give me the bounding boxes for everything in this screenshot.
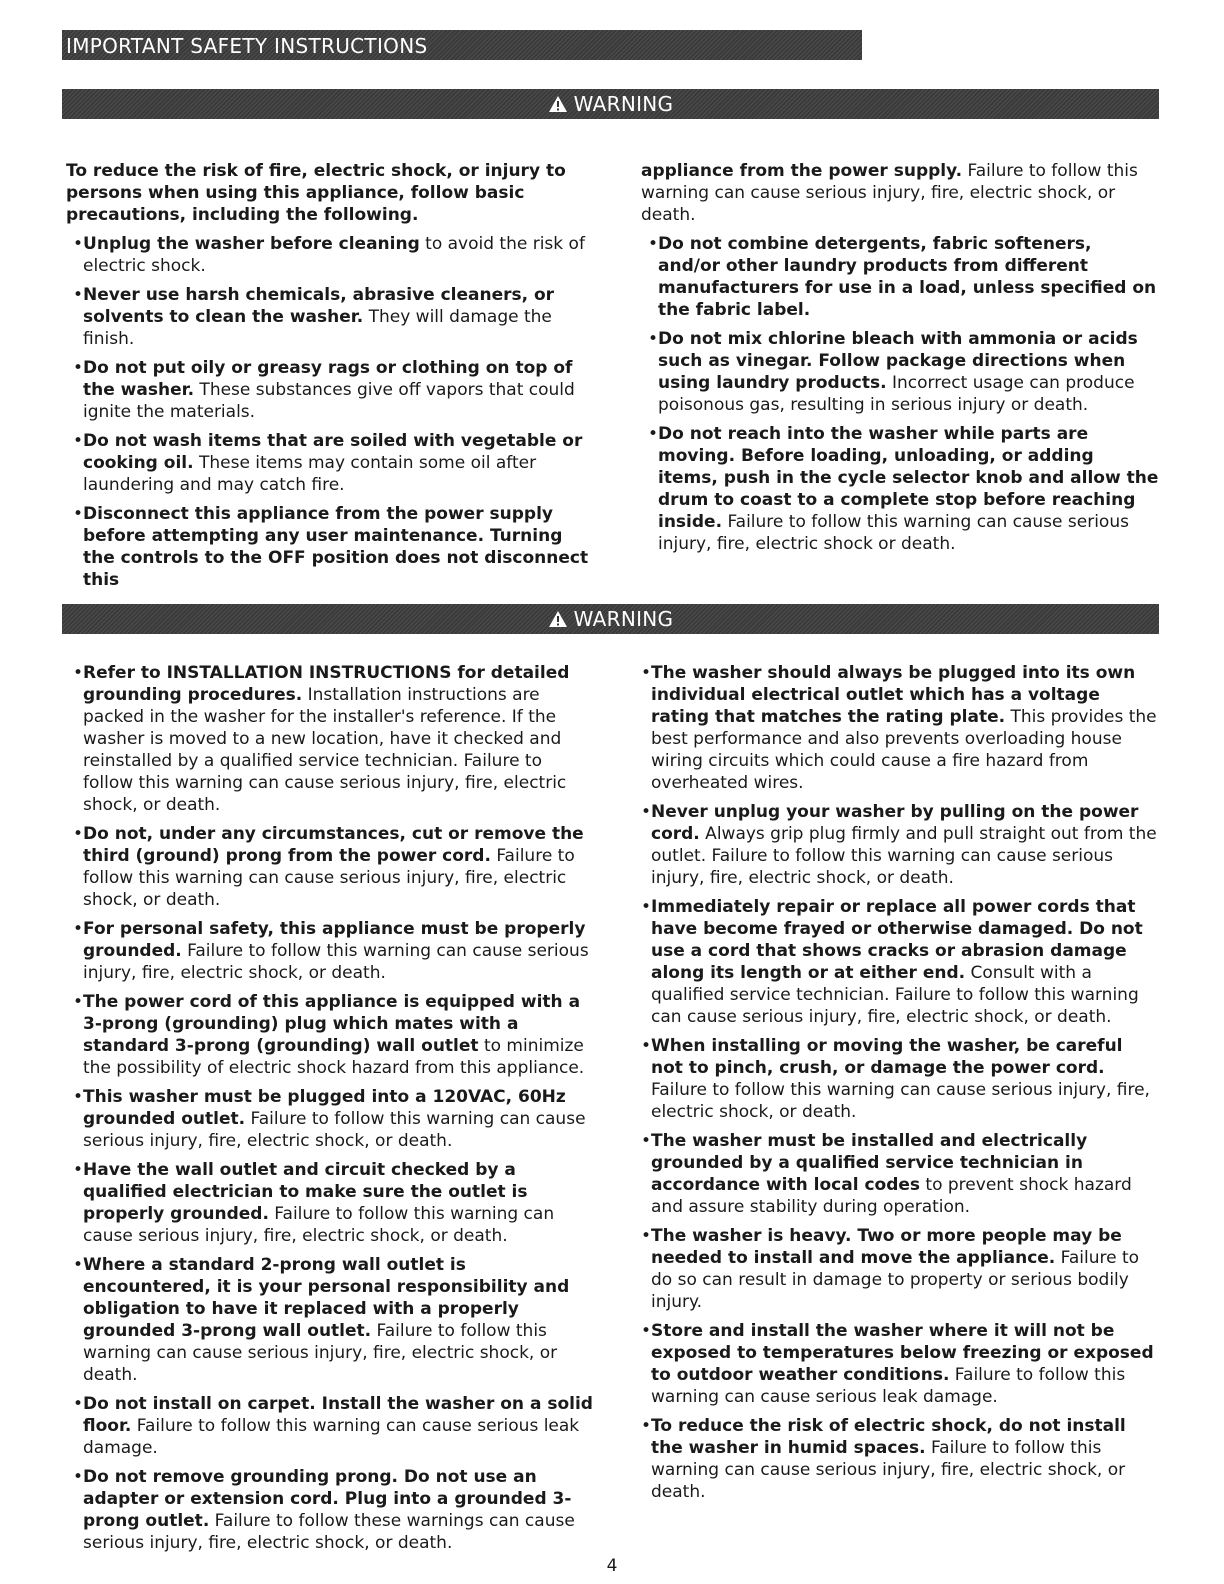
item-text: Consult with a qualified service technician. Failure to follow this warning can cause serious injury, fire, electric shock, or death. — [651, 963, 1139, 1027]
item-bold: Do not, under any circumstances, cut or remove the third (ground) prong from the power cord. — [83, 824, 584, 866]
warning-intro: To reduce the risk of fire, electric shock, or injury to persons when using this appliance, follow basic precautions, including the following. — [66, 161, 566, 225]
item-text: Failure to follow this warning can cause serious injury, fire, electric shock, or death. — [641, 161, 1138, 225]
item-bold: The washer must be installed and electrically grounded by a qualified service technician in accordance with local codes — [651, 1131, 1088, 1195]
item-bold: Never unplug your washer by pulling on the power cord. — [651, 802, 1139, 844]
item-bold: The washer should always be plugged into its own individual electrical outlet which has a voltage rating that matches the rating plate. — [651, 663, 1136, 727]
item-text: Failure to follow this warning can cause serious injury, fire, electric shock, or death. — [83, 1204, 555, 1246]
item-bold: Do not remove grounding prong. Do not use an adapter or extension cord. Plug into a grounded 3-prong outlet. — [83, 1467, 572, 1531]
item-bold: The washer is heavy. Two or more people may be needed to install and move the appliance. — [651, 1226, 1122, 1268]
warning-banner-2 — [62, 604, 1159, 634]
list-item: •Immediately repair or replace all power cords that have become frayed or otherwise damaged. Do not use a cord that shows cracks or abrasion damage along its length or at either end. Consult with a qualified service technician. Failure to follow this warning can cause serious injury, fire, electric shock, or death. — [641, 897, 1143, 1027]
item-text: Failure to follow this warning can cause serious injury, fire, electric shock, or death. — [83, 1109, 586, 1151]
item-bold: Immediately repair or replace all power cords that have become frayed or otherwise damaged. Do not use a cord that shows cracks or abrasion damage along its length or at either end. — [651, 897, 1143, 983]
item-bold: Store and install the washer where it will not be exposed to temperatures below freezing or exposed to outdoor weather conditions. — [651, 1321, 1154, 1385]
item-text: Failure to follow this warning can cause serious leak damage. — [83, 1416, 580, 1458]
list-item: •Do not, under any circumstances, cut or remove the third (ground) prong from the power cord. Failure to follow this warning can cause serious injury, fire, electric shock, or death. — [73, 824, 584, 910]
list-item: •When installing or moving the washer, be careful not to pinch, crush, or damage the power cord. Failure to follow this warning can cause serious injury, fire, electric shock, or death. — [641, 1036, 1150, 1122]
item-bold: appliance from the power supply. — [641, 161, 963, 181]
item-text: Installation instructions are packed in the washer for the installer's reference. If the washer is moved to a new location, have it checked and reinstalled by a qualified service technician. Failure to follow this warning can cause serious injury, fire, electric shock, or death. — [83, 685, 567, 815]
item-bold: Do not wash items that are soiled with vegetable or cooking oil. — [83, 431, 583, 473]
list-item: •Disconnect this appliance from the power supply before attempting any user maintenance. Turning the controls to the OFF position does not disconnect this — [73, 504, 589, 590]
item-bold: Never use harsh chemicals, abrasive cleaners, or solvents to clean the washer. — [83, 285, 555, 327]
item-bold: Where a standard 2-prong wall outlet is encountered, it is your personal responsibility and obligation to have it replaced with a properly grounded 3-prong wall outlet. — [83, 1255, 570, 1341]
item-bold: Do not reach into the washer while parts are moving. Before loading, unloading, or adding items, push in the cycle selector knob and allow the drum to coast to a complete stop before reaching inside. — [658, 424, 1159, 532]
item-text: Failure to follow this warning can cause serious injury, fire, electric shock, or death. — [83, 1321, 558, 1385]
section-title-bar — [62, 30, 862, 60]
item-text: to minimize the possibility of electric shock hazard from this appliance. — [83, 1036, 585, 1078]
list-item: •Never use harsh chemicals, abrasive cleaners, or solvents to clean the washer. They will damage the finish. — [73, 285, 555, 349]
list-item: •Do not reach into the washer while parts are moving. Before loading, unloading, or adding items, push in the cycle selector knob and allow the drum to coast to a complete stop before reaching inside. Failure to follow this warning can cause serious injury, fire, electric shock or death. — [648, 424, 1159, 554]
item-text: to avoid the risk of electric shock. — [83, 234, 585, 276]
item-text: Failure to follow this warning can cause serious injury, fire, electric shock, or death. — [83, 941, 589, 983]
list-item: •Refer to INSTALLATION INSTRUCTIONS for detailed grounding procedures. Installation instructions are packed in the washer for the installer's reference. If the washer is moved to a new location, have it checked and reinstalled by a qualified service technician. Failure to follow this warning can cause serious injury, fire, electric shock, or death. — [73, 663, 570, 815]
item-bold: Do not put oily or greasy rags or clothing on top of the washer. — [83, 358, 573, 400]
item-text: These substances give off vapors that could ignite the materials. — [83, 380, 575, 422]
item-bold: Do not install on carpet. Install the washer on a solid floor. — [83, 1394, 593, 1436]
item-bold: Unplug the washer before cleaning — [83, 234, 420, 254]
item-text: Always grip plug firmly and pull straight out from the outlet. Failure to follow this warning can cause serious injury, fire, electric shock, or death. — [651, 824, 1157, 888]
list-item: •Do not put oily or greasy rags or clothing on top of the washer. These substances give off vapors that could ignite the materials. — [73, 358, 575, 422]
item-text: This provides the best performance and also prevents overloading house wiring circuits which could cause a fire hazard from overheated wires. — [651, 707, 1157, 793]
list-item: •Unplug the washer before cleaning to avoid the risk of electric shock. — [73, 234, 585, 276]
list-item: •The washer should always be plugged into its own individual electrical outlet which has a voltage rating that matches the rating plate. This provides the best performance and also prevents overloading house wiring circuits which could cause a fire hazard from overheated wires. — [641, 663, 1157, 793]
item-bold: Do not combine detergents, fabric softeners, and/or other laundry products from different manufacturers for use in a load, unless specified on the fabric label. — [658, 234, 1157, 320]
item-bold: The power cord of this appliance is equipped with a 3-prong (grounding) plug which mates with a standard 3-prong (grounding) wall outlet — [83, 992, 581, 1056]
page-number: 4 — [606, 1556, 618, 1576]
list-item: •For personal safety, this appliance must be properly grounded. Failure to follow this warning can cause serious injury, fire, electric shock, or death. — [73, 919, 589, 983]
item-bold: Do not mix chlorine bleach with ammonia or acids such as vinegar. Follow package directions when using laundry products. — [658, 329, 1138, 393]
list-item: •The power cord of this appliance is equipped with a 3-prong (grounding) plug which mates with a standard 3-prong (grounding) wall outlet to minimize the possibility of electric shock hazard from this appliance. — [73, 992, 585, 1078]
list-item: •Do not wash items that are soiled with vegetable or cooking oil. These items may contain some oil after laundering and may catch fire. — [73, 431, 583, 495]
warning-banner-1 — [62, 89, 1159, 119]
warning-label: WARNING — [573, 92, 674, 116]
item-text: to prevent shock hazard and assure stability during operation. — [651, 1175, 1132, 1217]
item-bold: This washer must be plugged into a 120VAC, 60Hz grounded outlet. — [83, 1087, 566, 1129]
warning-1-right-column — [641, 160, 1159, 562]
warning-triangle-icon — [548, 95, 568, 113]
item-text: Failure to follow this warning can cause serious injury, fire, electric shock, or death. — [651, 1080, 1150, 1122]
item-bold: Have the wall outlet and circuit checked by a qualified electrician to make sure the outlet is properly grounded. — [83, 1160, 528, 1224]
item-text: They will damage the finish. — [83, 307, 552, 349]
item-bold: To reduce the risk of electric shock, do not install the washer in humid spaces. — [651, 1416, 1126, 1458]
list-item: •Where a standard 2-prong wall outlet is encountered, it is your personal responsibility and obligation to have it replaced with a properly grounded 3-prong wall outlet. Failure to follow this warning can cause serious injury, fire, electric shock, or death. — [73, 1255, 570, 1385]
list-item: •Store and install the washer where it will not be exposed to temperatures below freezing or exposed to outdoor weather conditions. Failure to follow this warning can cause serious leak damage. — [641, 1321, 1154, 1407]
list-item: •To reduce the risk of electric shock, do not install the washer in humid spaces. Failure to follow this warning can cause serious injury, fire, electric shock, or death. — [641, 1416, 1126, 1502]
item-bold: Disconnect this appliance from the power supply before attempting any user maintenance. Turning the controls to the OFF position does not disconnect this — [83, 504, 589, 590]
item-bold: When installing or moving the washer, be careful not to pinch, crush, or damage the power cord. — [651, 1036, 1123, 1078]
list-item: •Do not remove grounding prong. Do not use an adapter or extension cord. Plug into a grounded 3-prong outlet. Failure to follow these warnings can cause serious injury, fire, electric shock, or death. — [73, 1467, 575, 1553]
list-item: •Do not install on carpet. Install the washer on a solid floor. Failure to follow this warning can cause serious leak damage. — [73, 1394, 593, 1458]
list-item-continued — [641, 160, 1159, 226]
warning-triangle-icon — [548, 610, 568, 628]
list-item: •The washer is heavy. Two or more people may be needed to install and move the appliance. Failure to do so can result in damage to property or serious bodily injury. — [641, 1226, 1140, 1312]
item-text: Failure to follow this warning can cause serious injury, fire, electric shock, or death. — [83, 846, 575, 910]
item-text: Failure to do so can result in damage to property or serious bodily injury. — [651, 1248, 1140, 1312]
item-text: Failure to follow this warning can cause serious injury, fire, electric shock or death. — [658, 512, 1129, 554]
item-text: Incorrect usage can produce poisonous gas, resulting in serious injury or death. — [658, 373, 1135, 415]
warning-label: WARNING — [573, 607, 674, 631]
list-item: •This washer must be plugged into a 120VAC, 60Hz grounded outlet. Failure to follow this warning can cause serious injury, fire, electric shock, or death. — [73, 1087, 586, 1151]
item-text: Failure to follow this warning can cause serious injury, fire, electric shock, or death. — [651, 1438, 1126, 1502]
item-text: Failure to follow this warning can cause serious leak damage. — [651, 1365, 1126, 1407]
list-item: •The washer must be installed and electrically grounded by a qualified service technician in accordance with local codes to prevent shock hazard and assure stability during operation. — [641, 1131, 1132, 1217]
warning-1-left-column — [66, 160, 594, 598]
warning-2-right-column — [634, 662, 1159, 1510]
item-bold: Refer to INSTALLATION INSTRUCTIONS for detailed grounding procedures. — [83, 663, 570, 705]
list-item: •Never unplug your washer by pulling on the power cord. Always grip plug firmly and pull straight out from the outlet. Failure to follow this warning can cause serious injury, fire, electric shock, or death. — [641, 802, 1157, 888]
item-bold: For personal safety, this appliance must be properly grounded. — [83, 919, 586, 961]
list-item: •Do not mix chlorine bleach with ammonia or acids such as vinegar. Follow package directions when using laundry products. Incorrect usage can produce poisonous gas, resulting in serious injury or death. — [648, 329, 1138, 415]
item-text: These items may contain some oil after laundering and may catch fire. — [83, 453, 537, 495]
list-item: •Do not combine detergents, fabric softeners, and/or other laundry products from different manufacturers for use in a load, unless specified on the fabric label. — [648, 234, 1157, 320]
section-title: IMPORTANT SAFETY INSTRUCTIONS — [66, 34, 428, 58]
list-item: •Have the wall outlet and circuit checked by a qualified electrician to make sure the outlet is properly grounded. Failure to follow this warning can cause serious injury, fire, electric shock, or death. — [73, 1160, 555, 1246]
warning-2-left-column — [66, 662, 594, 1561]
item-text: Failure to follow these warnings can cause serious injury, fire, electric shock, or death. — [83, 1511, 575, 1553]
